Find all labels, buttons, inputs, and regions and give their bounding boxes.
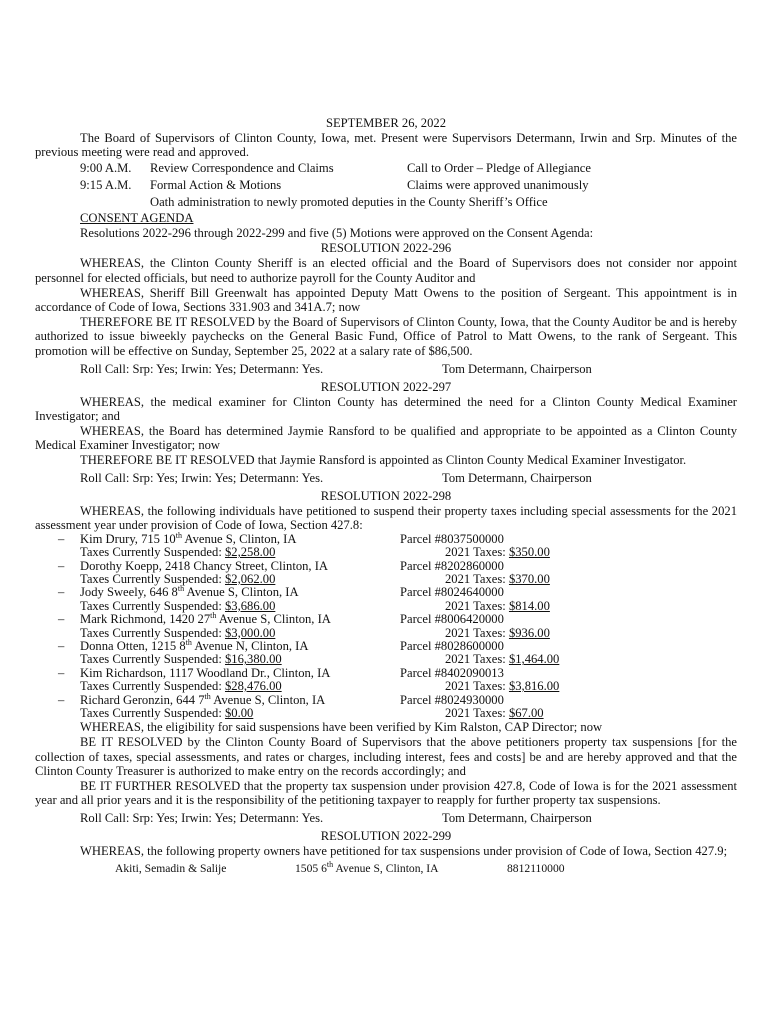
roll-call: Roll Call: Srp: Yes; Irwin: Yes; Determann: Yes.: [80, 810, 324, 825]
list-dash: –: [58, 638, 65, 653]
petitioner-name-address: Dorothy Koepp, 2418 Chancy Street, Clinton, IA: [80, 558, 328, 573]
petitioner-row: [35, 637, 737, 653]
petitioner-tax-row: [35, 707, 737, 720]
list-dash: –: [58, 585, 65, 600]
list-dash: –: [58, 612, 65, 627]
schedule-item: Review Correspondence and Claims: [150, 160, 334, 175]
petitioner-row: [35, 560, 737, 573]
petitioner-row: [35, 610, 737, 627]
taxes-2021: 2021 Taxes: $1,464.00: [445, 652, 560, 667]
taxes-suspended: Taxes Currently Suspended: $0.00: [80, 705, 254, 720]
taxes-suspended: Taxes Currently Suspended: $2,258.00: [80, 545, 276, 560]
list-dash: –: [58, 692, 65, 707]
taxes-suspended: Taxes Currently Suspended: $28,476.00: [80, 679, 282, 694]
petitioner-row: [35, 667, 737, 680]
resolution-title: RESOLUTION 2022-297: [320, 379, 452, 394]
petitioner-name-address: Donna Otten, 1215 8th Avenue N, Clinton, IA: [80, 637, 309, 653]
petitioner-name-address: Mark Richmond, 1420 27th Avenue S, Clinton, IA: [80, 610, 331, 627]
schedule-time: 9:00 A.M.: [80, 160, 132, 175]
owner-address: 1505 6th Avenue S, Clinton, IA: [295, 859, 439, 875]
schedule: [35, 160, 737, 210]
petitioner-parcel: Parcel #8024640000: [400, 585, 504, 600]
list-dash: –: [58, 531, 65, 546]
consent-text: Resolutions 2022-296 through 2022-299 and five (5) Motions were approved on the Consent Agenda:: [80, 225, 594, 240]
minutes-page: [35, 116, 737, 877]
schedule-row: [80, 177, 737, 195]
resolution-paragraph: BE IT FURTHER RESOLVED that the property tax suspension under provision 427.8, Code of Iowa is for the 2021 assessment year and all prior years and it is the responsibility of the petitioning taxpayer to reapply for further property tax suspensions.: [35, 778, 737, 808]
petitioner-tax-row: [35, 627, 737, 640]
petitioner-parcel: Parcel #8024930000: [400, 692, 504, 707]
meeting-date: SEPTEMBER 26, 2022: [325, 116, 446, 130]
resolution-paragraph: WHEREAS, Sheriff Bill Greenwalt has appointed Deputy Matt Owens to the position of Sergeant. This appointment is in accordance of Code of Iowa, Sections 331.903 and 341A.7; now: [35, 285, 737, 315]
petitioner-row: [35, 691, 737, 707]
intro-paragraph: The Board of Supervisors of Clinton County, Iowa, met. Present were Supervisors Determann, Irwin and Srp. Minutes of the previous meeting were read and approved.: [35, 130, 737, 160]
resolution-paragraph: WHEREAS, the eligibility for said suspensions have been verified by Kim Ralston, CAP Director; now: [80, 720, 603, 735]
chairperson-signature: Tom Determann, Chairperson: [442, 361, 592, 376]
taxes-suspended: Taxes Currently Suspended: $3,686.00: [80, 598, 276, 613]
petitioner-tax-row: [35, 546, 737, 559]
petitioner-row: [35, 530, 737, 546]
resolution-title: RESOLUTION 2022-296: [320, 241, 452, 256]
petitioner-tax-row: [35, 680, 737, 693]
petitioner-parcel: Parcel #8037500000: [400, 531, 504, 546]
resolution-paragraph: WHEREAS, the Clinton County Sheriff is an elected official and the Board of Supervisors does not consider nor appoint personnel for elected officials, but need to authorize payroll for the County Auditor and: [35, 256, 737, 285]
petitioner-row: [35, 586, 737, 599]
property-owner-row: [35, 861, 737, 877]
resolution-paragraph: WHEREAS, the following property owners have petitioned for tax suspensions under provision of Code of Iowa, Section 427.9;: [80, 843, 728, 858]
petitioner-name-address: Kim Richardson, 1117 Woodland Dr., Clinton, IA: [80, 665, 331, 680]
petitioner-list: [35, 530, 737, 721]
schedule-item: Formal Action & Motions: [150, 178, 282, 193]
roll-call-line: [35, 470, 737, 486]
petitioner-name-address: Richard Geronzin, 644 7th Avenue S, Clinton, IA: [80, 691, 326, 707]
roll-call: Roll Call: Srp: Yes; Irwin: Yes; Determann: Yes.: [80, 470, 324, 485]
taxes-2021: 2021 Taxes: $350.00: [445, 545, 550, 560]
resolution-title: RESOLUTION 2022-298: [320, 488, 452, 503]
chairperson-signature: Tom Determann, Chairperson: [442, 810, 592, 825]
petitioner-parcel: Parcel #8028600000: [400, 638, 504, 653]
petitioner-tax-row: [35, 653, 737, 666]
resolution-title: RESOLUTION 2022-299: [320, 828, 452, 843]
oath-line: [80, 195, 737, 210]
petitioner-name-address: Kim Drury, 715 10th Avenue S, Clinton, IA: [80, 530, 297, 546]
list-dash: –: [58, 558, 65, 573]
taxes-2021: 2021 Taxes: $370.00: [445, 571, 550, 586]
taxes-2021: 2021 Taxes: $936.00: [445, 625, 550, 640]
chairperson-signature: Tom Determann, Chairperson: [442, 470, 592, 485]
list-dash: –: [58, 665, 65, 680]
taxes-suspended: Taxes Currently Suspended: $2,062.00: [80, 571, 276, 586]
schedule-note: Claims were approved unanimously: [407, 178, 589, 193]
resolution-paragraph: BE IT RESOLVED by the Clinton County Board of Supervisors that the above petitioners property tax suspensions [for the collection of taxes, special assessments, and rates or charges, including interest, fees and costs] be and are hereby approved and that the Clinton County Treasurer is authorized to make entry on the records accordingly; and: [35, 734, 737, 779]
resolution-paragraph: WHEREAS, the medical examiner for Clinton County has determined the need for a Clinton County Medical Examiner Investigator; and: [35, 394, 737, 424]
roll-call-line: [35, 361, 737, 377]
schedule-row: [80, 160, 737, 178]
resolution-paragraph: WHEREAS, the Board has determined Jaymie Ransford to be qualified and appropriate to be appointed as a Clinton County Medical Examiner Investigator; now: [35, 423, 737, 453]
consent-heading: CONSENT AGENDA: [80, 210, 194, 225]
taxes-2021: 2021 Taxes: $3,816.00: [445, 679, 560, 694]
petitioner-parcel: Parcel #8402090013: [400, 665, 504, 680]
taxes-suspended: Taxes Currently Suspended: $3,000.00: [80, 625, 276, 640]
petitioner-name-address: Jody Sweely, 646 8th Avenue S, Clinton, IA: [80, 584, 299, 600]
oath-text: Oath administration to newly promoted deputies in the County Sheriff’s Office: [150, 194, 548, 209]
roll-call: Roll Call: Srp: Yes; Irwin: Yes; Determann: Yes.: [80, 361, 324, 376]
resolution-paragraph: WHEREAS, the following individuals have petitioned to suspend their property taxes including special assessments for the 2021 assessment year under provision of Code of Iowa, Section 427.8:: [35, 503, 737, 533]
resolution-paragraph: THEREFORE BE IT RESOLVED that Jaymie Ransford is appointed as Clinton County Medical Examiner Investigator.: [80, 452, 687, 467]
resolution-paragraph: THEREFORE BE IT RESOLVED by the Board of Supervisors of Clinton County, Iowa, that the County Auditor be and is hereby authorized to issue biweekly paychecks on the General Basic Fund, Office of Patrol to Matt Owens, to the rank of Sergeant. This promotion will be effective on Sunday, September 25, 2022 at a salary rate of $86,500.: [35, 314, 737, 358]
owner-parcel: 8812110000: [507, 861, 565, 875]
owner-name: Akiti, Semadin & Salije: [115, 861, 227, 875]
roll-call-line: [35, 810, 737, 826]
petitioner-parcel: Parcel #8006420000: [400, 612, 504, 627]
petitioner-parcel: Parcel #8202860000: [400, 558, 504, 573]
taxes-suspended: Taxes Currently Suspended: $16,380.00: [80, 652, 282, 667]
schedule-time: 9:15 A.M.: [80, 178, 132, 193]
schedule-note: Call to Order – Pledge of Allegiance: [407, 160, 591, 175]
taxes-2021: 2021 Taxes: $814.00: [445, 598, 550, 613]
taxes-2021: 2021 Taxes: $67.00: [445, 705, 544, 720]
